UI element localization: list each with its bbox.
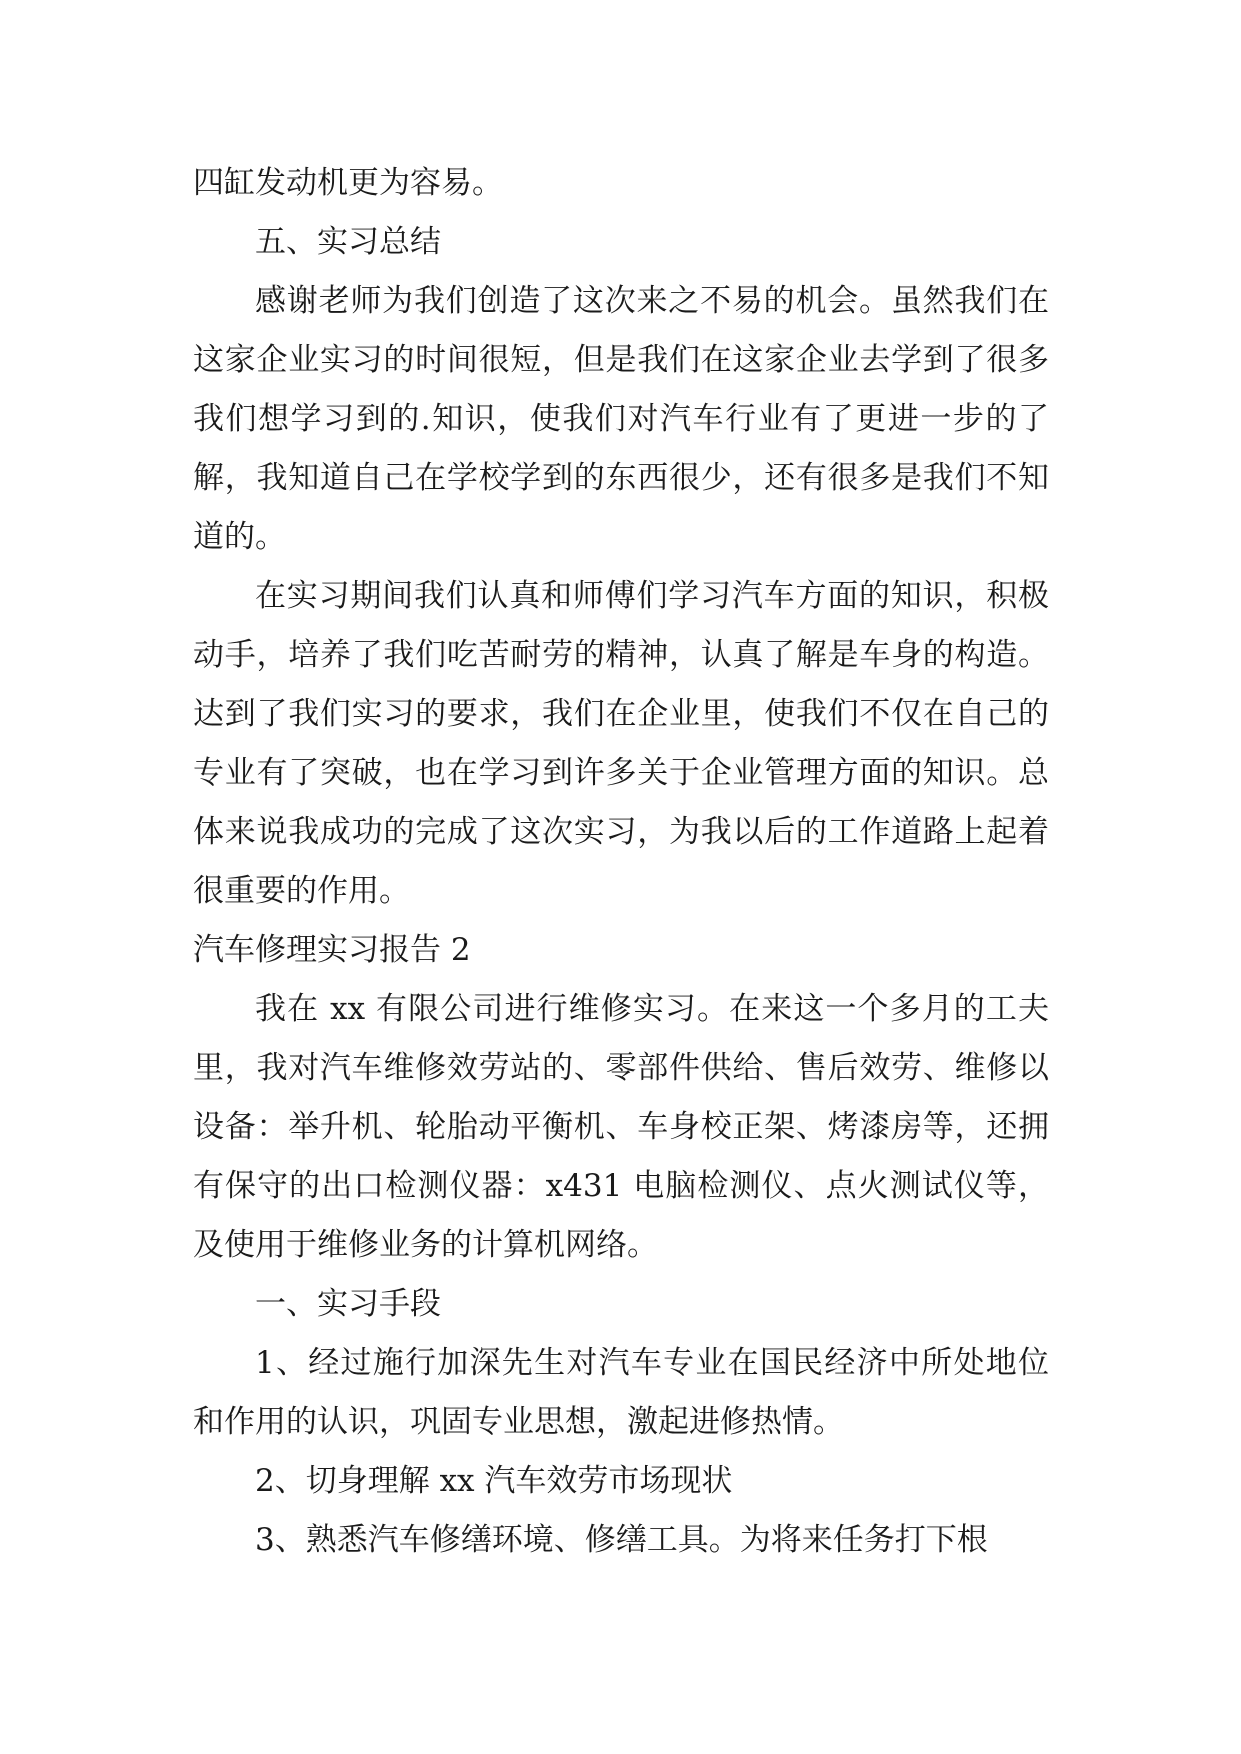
report-title: 汽车修理实习报告 2 — [193, 932, 471, 968]
section-heading-summary: 五、实习总结 — [255, 224, 441, 260]
list-item-2: 2、切身理解 xx 汽车效劳市场现状 — [255, 1463, 733, 1499]
continuation-paragraph: 四缸发动机更为容易。 — [193, 165, 503, 201]
list-item-3: 3、熟悉汽车修缮环境、修缮工具。为将来任务打下根 — [255, 1522, 988, 1558]
paragraph-thanks: 感谢老师为我们创造了这次来之不易的机会。虽然我们在这家企业实习的时间很短，但是我们在这家企业去学到了很多我们想学习到的.知识，使我们对汽车行业有了更进一步的了解，我知道自己在学校学到的东西很少，还有很多是我们不知道的。 — [193, 283, 1049, 555]
list-item-1: 1、经过施行加深先生对汽车专业在国民经济中所处地位和作用的认识，巩固专业思想，激起进修热情。 — [193, 1345, 1049, 1440]
paragraph-company: 我在 xx 有限公司进行维修实习。在来这一个多月的工夫里，我对汽车维修效劳站的、零部件供给、售后效劳、维修以设备：举升机、轮胎动平衡机、车身校正架、烤漆房等，还拥有保守的出口检测仪器：x431 电脑检测仪、点火测试仪等，及使用于维修业务的计算机网络。 — [193, 991, 1049, 1263]
section-heading-methods: 一、实习手段 — [255, 1286, 441, 1322]
document-body — [193, 154, 1049, 1570]
paragraph-internship-period: 在实习期间我们认真和师傅们学习汽车方面的知识，积极动手，培养了我们吃苦耐劳的精神，认真了解是车身的构造。达到了我们实习的要求，我们在企业里，使我们不仅在自己的专业有了突破，也在学习到许多关于企业管理方面的知识。总体来说我成功的完成了这次实习，为我以后的工作道路上起着很重要的作用。 — [193, 578, 1049, 909]
